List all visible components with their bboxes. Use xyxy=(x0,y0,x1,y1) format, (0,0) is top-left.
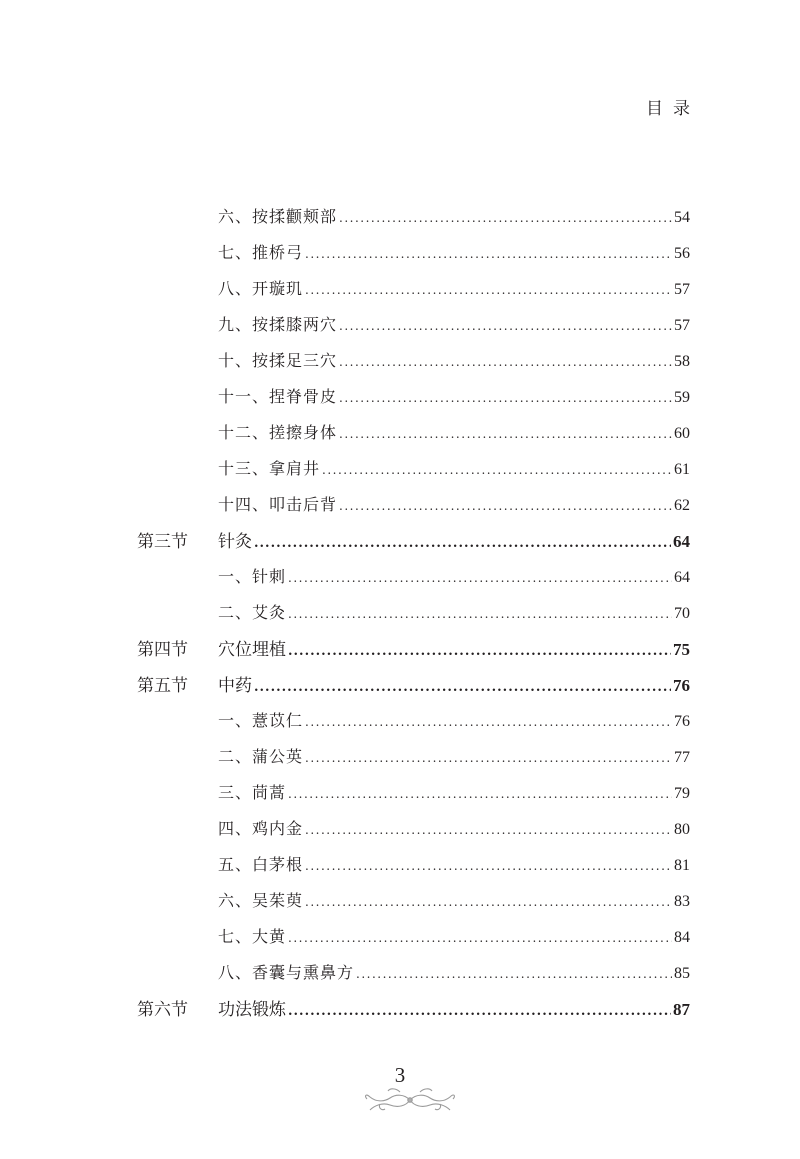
entry-page-number: 76 xyxy=(674,712,690,730)
entry-title: 十四、叩击后背 xyxy=(218,494,338,514)
dot-leader xyxy=(305,715,672,729)
entry-line xyxy=(218,204,690,227)
entry-title: 十三、拿肩井 xyxy=(218,458,321,478)
entry-page-number: 70 xyxy=(674,604,690,622)
entry-page-number: 79 xyxy=(674,784,690,802)
page-number: 3 xyxy=(394,1063,406,1087)
dot-leader xyxy=(339,391,672,405)
toc-entry xyxy=(0,809,800,845)
entry-line xyxy=(218,671,690,696)
entry-title: 一、针刺 xyxy=(218,566,287,586)
entry-page-number: 60 xyxy=(674,424,690,442)
entry-line xyxy=(218,240,690,263)
entry-title: 二、蒲公英 xyxy=(218,746,304,766)
section-label: 第六节 xyxy=(137,999,188,1020)
entry-page-number: 75 xyxy=(673,639,690,659)
toc-entry xyxy=(0,557,800,593)
entry-page-number: 81 xyxy=(674,856,690,874)
entry-page-number: 85 xyxy=(674,964,690,982)
toc-entry xyxy=(0,773,800,809)
dot-leader xyxy=(356,967,672,981)
dot-leader xyxy=(288,644,671,659)
toc-entry xyxy=(0,701,800,737)
toc-entry xyxy=(0,269,800,305)
section-label: 第五节 xyxy=(137,675,188,696)
entry-title: 八、开璇玑 xyxy=(218,278,304,298)
toc-entry xyxy=(0,521,800,557)
running-header xyxy=(636,94,690,119)
dot-leader xyxy=(254,536,671,551)
toc-entry xyxy=(0,197,800,233)
entry-title: 十二、搓擦身体 xyxy=(218,422,338,442)
entry-line xyxy=(218,312,690,335)
entry-line xyxy=(218,348,690,371)
entry-page-number: 62 xyxy=(674,496,690,514)
entry-line xyxy=(218,384,690,407)
dot-leader xyxy=(288,1004,671,1019)
entry-line xyxy=(218,456,690,479)
entry-page-number: 83 xyxy=(674,892,690,910)
entry-page-number: 56 xyxy=(674,244,690,262)
entry-page-number: 58 xyxy=(674,352,690,370)
entry-line xyxy=(218,708,690,731)
entry-line xyxy=(218,276,690,299)
entry-line xyxy=(218,600,690,623)
entry-line xyxy=(218,888,690,911)
entry-title: 一、薏苡仁 xyxy=(218,710,304,730)
toc-entry xyxy=(0,989,800,1025)
entry-line xyxy=(218,780,690,803)
entry-page-number: 61 xyxy=(674,460,690,478)
dot-leader xyxy=(322,463,672,477)
section-label: 第三节 xyxy=(137,531,188,552)
dot-leader xyxy=(339,499,672,513)
toc-entry xyxy=(0,233,800,269)
toc-entry xyxy=(0,881,800,917)
dot-leader xyxy=(305,751,672,765)
entry-title: 二、艾灸 xyxy=(218,602,287,622)
dot-leader xyxy=(288,931,672,945)
entry-page-number: 87 xyxy=(673,999,690,1019)
entry-page-number: 80 xyxy=(674,820,690,838)
entry-page-number: 57 xyxy=(674,280,690,298)
entry-title: 九、按揉膝两穴 xyxy=(218,314,338,334)
entry-title: 功法锻炼 xyxy=(218,999,286,1020)
entry-line xyxy=(218,960,690,983)
toc-entry xyxy=(0,665,800,701)
entry-page-number: 57 xyxy=(674,316,690,334)
dot-leader xyxy=(339,319,672,333)
toc-entry xyxy=(0,413,800,449)
dot-leader xyxy=(305,823,672,837)
header-text-1: 目 xyxy=(646,99,663,119)
entry-page-number: 59 xyxy=(674,388,690,406)
dot-leader xyxy=(305,895,672,909)
toc-entry xyxy=(0,845,800,881)
toc-entry xyxy=(0,593,800,629)
entry-title: 五、白茅根 xyxy=(218,854,304,874)
dot-leader xyxy=(305,283,672,297)
toc-entry xyxy=(0,917,800,953)
entry-title: 针灸 xyxy=(218,531,252,552)
dot-leader xyxy=(305,859,672,873)
floral-ornament-icon xyxy=(360,1080,460,1114)
entry-line xyxy=(218,564,690,587)
entry-title: 中药 xyxy=(218,675,252,696)
entry-line xyxy=(218,527,690,552)
entry-page-number: 64 xyxy=(674,568,690,586)
entry-title: 七、大黄 xyxy=(218,926,287,946)
entry-page-number: 54 xyxy=(674,208,690,226)
dot-leader xyxy=(339,211,672,225)
header-text-2: 录 xyxy=(673,99,690,119)
entry-line xyxy=(218,816,690,839)
dot-leader xyxy=(288,787,672,801)
toc-entry xyxy=(0,449,800,485)
toc-entry xyxy=(0,305,800,341)
entry-page-number: 76 xyxy=(673,675,690,695)
entry-line xyxy=(218,492,690,515)
dot-leader xyxy=(254,680,671,695)
entry-line xyxy=(218,852,690,875)
entry-line xyxy=(218,635,690,660)
entry-page-number: 64 xyxy=(673,531,690,551)
toc-entry xyxy=(0,953,800,989)
entry-title: 六、按揉颧颊部 xyxy=(218,206,338,226)
entry-title: 四、鸡内金 xyxy=(218,818,304,838)
entry-title: 六、吴茱萸 xyxy=(218,890,304,910)
entry-line xyxy=(218,995,690,1020)
dot-leader xyxy=(288,607,672,621)
entry-title: 十一、捏脊骨皮 xyxy=(218,386,338,406)
entry-page-number: 84 xyxy=(674,928,690,946)
toc-entry xyxy=(0,377,800,413)
toc-entry xyxy=(0,629,800,665)
entry-line xyxy=(218,924,690,947)
dot-leader xyxy=(305,247,672,261)
toc-entry xyxy=(0,341,800,377)
toc-entry xyxy=(0,485,800,521)
toc-entry xyxy=(0,737,800,773)
entry-title: 三、茼蒿 xyxy=(218,782,287,802)
dot-leader xyxy=(288,571,672,585)
entry-line xyxy=(218,420,690,443)
dot-leader xyxy=(339,355,672,369)
entry-title: 十、按揉足三穴 xyxy=(218,350,338,370)
dot-leader xyxy=(339,427,672,441)
entry-title: 穴位埋植 xyxy=(218,639,286,660)
entry-line xyxy=(218,744,690,767)
section-label: 第四节 xyxy=(137,639,188,660)
entry-title: 七、推桥弓 xyxy=(218,242,304,262)
entry-title: 八、香囊与熏鼻方 xyxy=(218,962,355,982)
entry-page-number: 77 xyxy=(674,748,690,766)
